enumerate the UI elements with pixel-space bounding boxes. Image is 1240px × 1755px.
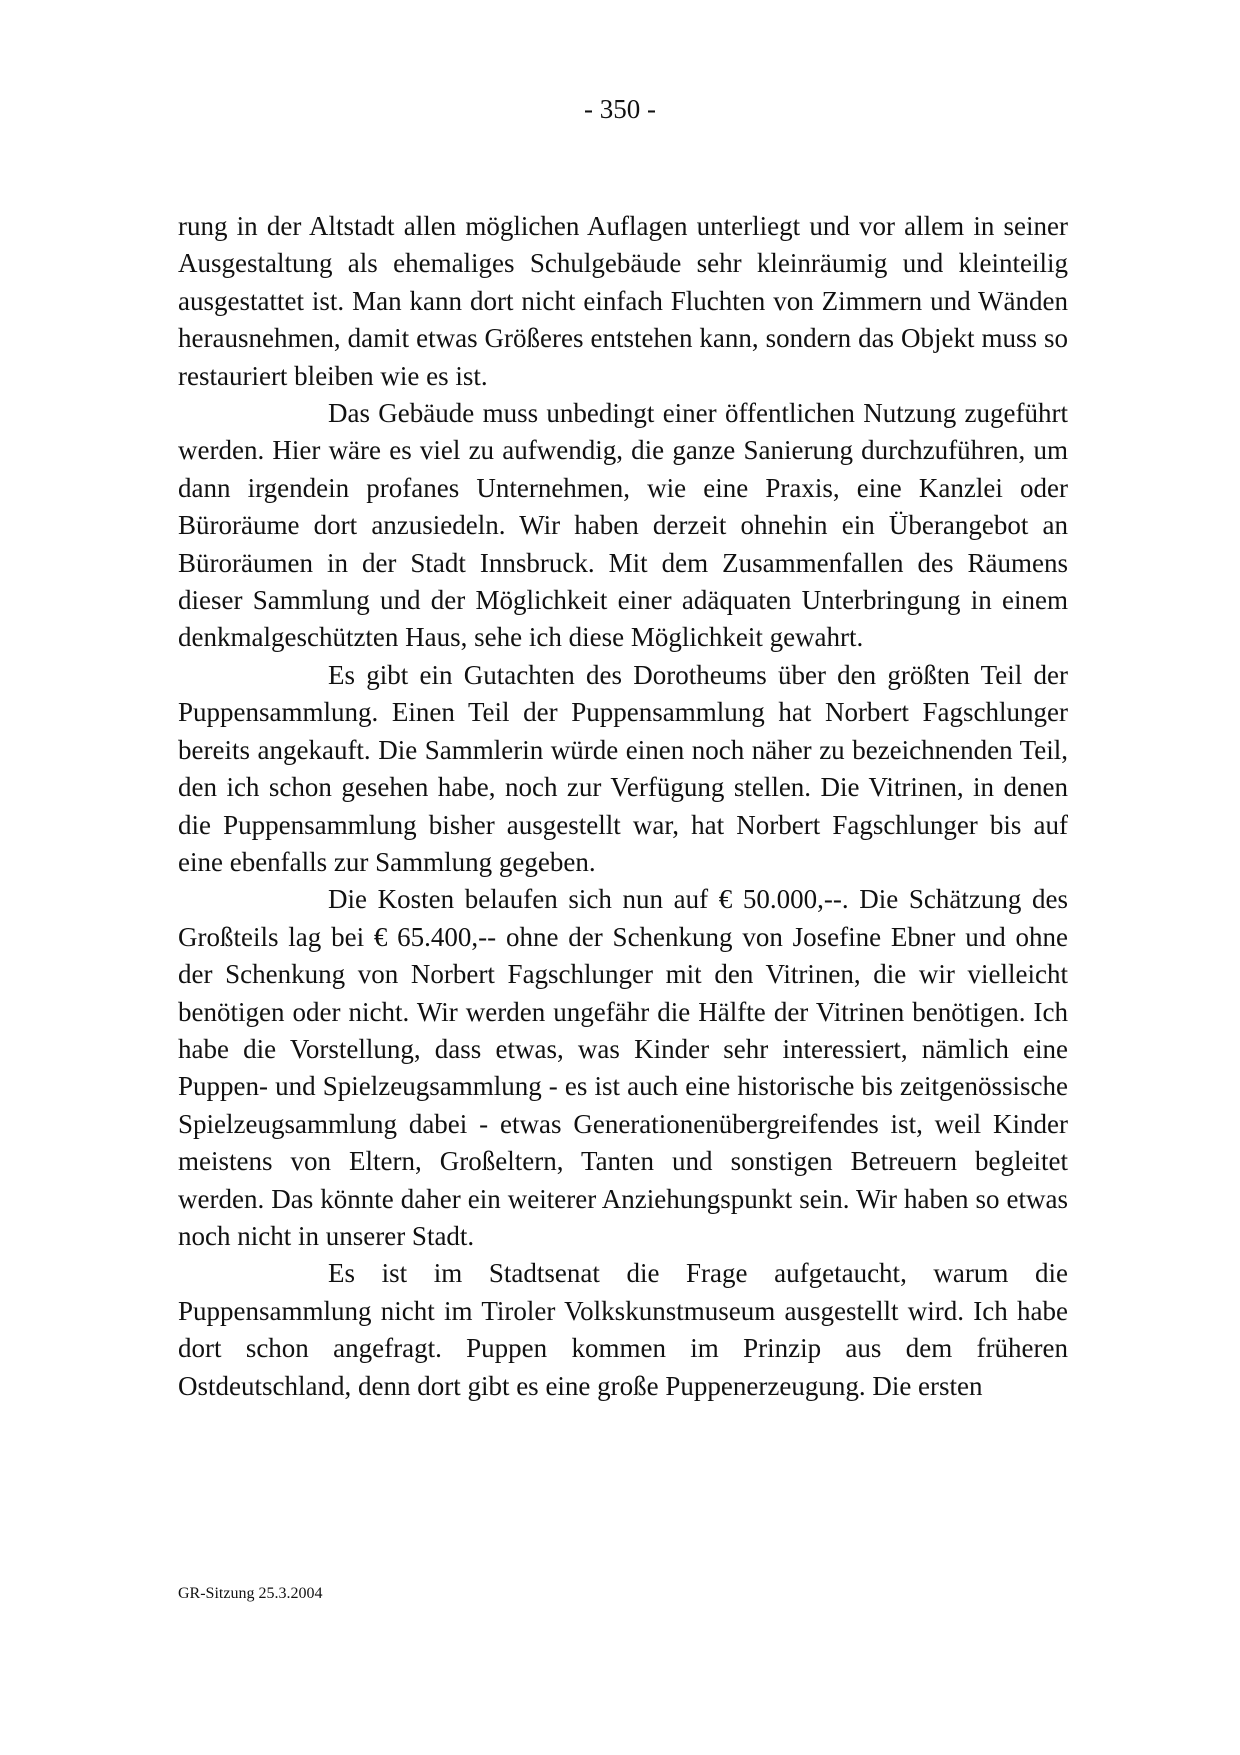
paragraph-5: Es ist im Stadtsenat die Frage aufgetaucht, warum die Puppensammlung nicht im Tiroler Volkskunstmuseum ausgestellt wird. Ich habe dort schon angefragt. Puppen kommen im Prinzip aus dem früheren Ostdeutschland, denn dort gibt es eine große Puppenerzeugung. Die ersten bbox=[178, 1258, 1068, 1401]
document-body bbox=[178, 208, 1068, 1405]
paragraph-1: rung in der Altstadt allen möglichen Auflagen unterliegt und vor allem in seiner Ausgestaltung als ehemaliges Schulgebäude sehr kleinräumig und kleinteilig ausgestattet ist. Man kann dort nicht einfach Fluchten von Zimmern und Wänden herausnehmen, damit etwas Größeres entstehen kann, sondern das Objekt muss so restauriert bleiben wie es ist. bbox=[178, 211, 1068, 391]
page-footer: GR-Sitzung 25.3.2004 bbox=[178, 1585, 323, 1602]
page-number: - 350 - bbox=[584, 94, 656, 124]
paragraph-4: Die Kosten belaufen sich nun auf € 50.000,--. Die Schätzung des Großteils lag bei € 65.400,-- ohne der Schenkung von Josefine Ebner und ohne der Schenkung von Norbert Fagschlunger mit den Vitrinen, die wir vielleicht benötigen oder nicht. Wir werden ungefähr die Hälfte der Vitrinen benötigen. Ich habe die Vorstellung, dass etwas, was Kinder sehr interessiert, nämlich eine Puppen- und Spielzeugsammlung - es ist auch eine historische bis zeitgenössische Spielzeugsammlung dabei - etwas Generationenübergreifendes ist, weil Kinder meistens von Eltern, Großeltern, Tanten und sonstigen Betreuern begleitet werden. Das könnte daher ein weiterer Anziehungspunkt sein. Wir haben so etwas noch nicht in unserer Stadt. bbox=[178, 884, 1068, 1251]
paragraph-3: Es gibt ein Gutachten des Dorotheums über den größten Teil der Puppensammlung. Einen Teil der Puppensammlung hat Norbert Fagschlunger bereits angekauft. Die Sammlerin würde einen noch näher zu bezeichnenden Teil, den ich schon gesehen habe, noch zur Verfügung stellen. Die Vitrinen, in denen die Puppensammlung bisher ausgestellt war, hat Norbert Fagschlunger bis auf eine ebenfalls zur Sammlung gegeben. bbox=[178, 659, 1068, 877]
paragraph-2: Das Gebäude muss unbedingt einer öffentlichen Nutzung zugeführt werden. Hier wäre es viel zu aufwendig, die ganze Sanierung durchzuführen, um dann irgendein profanes Unternehmen, wie eine Praxis, eine Kanzlei oder Büroräume dort anzusiedeln. Wir haben derzeit ohnehin ein Überangebot an Büroräumen in der Stadt Innsbruck. Mit dem Zusammenfallen des Räumens dieser Sammlung und der Möglichkeit einer adäquaten Unterbringung in einem denkmalgeschützten Haus, sehe ich diese Möglichkeit gewahrt. bbox=[178, 398, 1068, 653]
